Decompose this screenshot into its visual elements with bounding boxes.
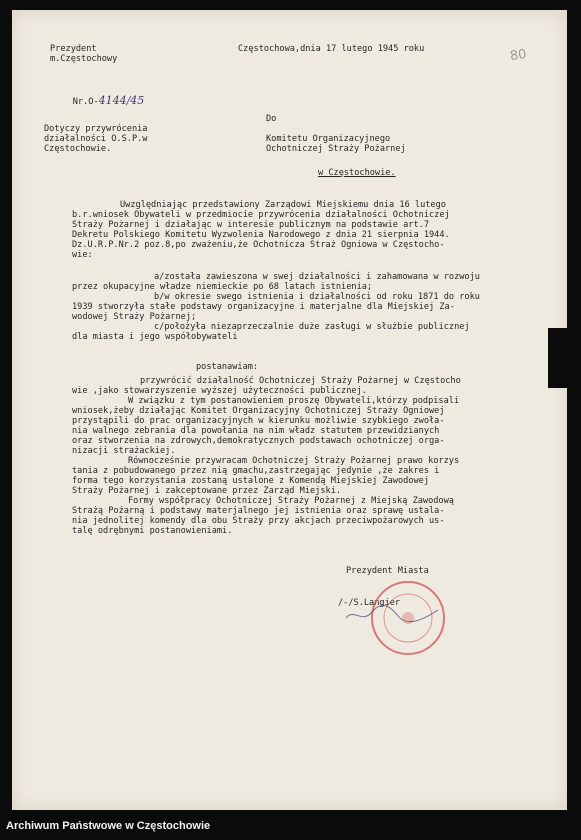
sender-line: m.Częstochowy	[50, 54, 118, 64]
text-line: Formy współpracy Ochotniczej Straży Pożarnej z Miejską Zawodową	[128, 496, 454, 506]
signature-title: Prezydent Miasta	[346, 566, 429, 576]
text-line: wniosek,żeby działając Komitet Organizacyjny Ochotniczej Straży Ogniowej	[72, 406, 445, 416]
reference-prefix: Nr.O-	[72, 97, 99, 107]
text-line: przez okupacyjne władze niemieckie po 68 latach istnienia;	[72, 282, 373, 292]
text-line: Dekretu Polskiego Komitetu Wyzwolenia Narodowego z dnia 21 sierpnia 1944.	[72, 230, 450, 240]
text-line: Straży Pożarnej i zakceptowane przez Zarząd Miejski.	[72, 486, 342, 496]
points-list	[72, 272, 480, 342]
text-line: talę odrębnymi postanowieniami.	[72, 526, 233, 536]
text-line: Straży Pożarnej i działając w interesie publicznym na podstawie art.7	[72, 220, 429, 230]
subject-line: działalności O.S.P.w	[44, 134, 148, 144]
recipient-city: w Częstochowie.	[318, 168, 396, 178]
reference-number	[52, 86, 144, 117]
archive-footer-bar	[0, 812, 581, 840]
text-line: 1939 stworzyła stałe podstawy organizacyjne i materjalne dla Miejskiej Za-	[72, 302, 455, 312]
subject-block	[44, 124, 147, 154]
archive-name: Archiwum Państwowe w Częstochowie	[6, 820, 211, 832]
decision-heading: postanawiam:	[196, 362, 259, 372]
intro-paragraph	[72, 200, 450, 260]
sender-line: Prezydent	[50, 44, 97, 54]
text-line: przystąpili do prac organizacyjnych w kierunku możliwie szybkiego zwoła-	[72, 416, 445, 426]
text-line: forma tego korzystania zostaną ustalone z Komendą Miejskiej Zawodowej	[72, 476, 429, 486]
text-line: oraz stworzenia na zdrowych,demokratycznych podstawach ochotniczej orga-	[72, 436, 445, 446]
text-line: c/położyła niezaprzeczalnie duże zasługi w służbie publicznej	[154, 322, 470, 332]
sender-block	[50, 44, 117, 64]
signature-scribble	[342, 602, 442, 626]
text-line: nizacji strażackiej.	[72, 446, 176, 456]
text-line: b.r.wniosek Obywateli w przedmiocie przywrócenia działalności Ochotniczej	[72, 210, 450, 220]
recipient-block	[266, 134, 406, 154]
text-line: przywrócić działalność Ochotniczej Straży Pożarnej w Częstocho	[140, 376, 461, 386]
text-line: nia jednolitej komendy dla obu Straży przy akcjach przeciwpożarowych us-	[72, 516, 445, 526]
decision-paragraph	[72, 376, 461, 536]
text-line: wie:	[72, 250, 93, 260]
text-line: Strażą Pożarną i podstawy materjalnego jej istnienia oraz sprawę ustala-	[72, 506, 445, 516]
text-line: wodowej Straży Pożarnej;	[72, 312, 197, 322]
recipient-do: Do	[266, 114, 277, 124]
text-line: dla miasta i jego współobywateli	[72, 332, 238, 342]
text-line: Uwzględniając przedstawiony Zarządowi Miejskiemu dnia 16 lutego	[120, 200, 446, 210]
text-line: W związku z tym postanowieniem proszę Obywateli,którzy podpisali	[128, 396, 460, 406]
torn-edge	[548, 328, 568, 388]
subject-line: Częstochowie.	[44, 144, 112, 154]
recipient-line: Komitetu Organizacyjnego	[266, 134, 391, 144]
subject-line: Dotyczy przywrócenia	[44, 124, 148, 134]
text-line: Równocześnie przywracam Ochotniczej Straży Pożarnej prawo korzys	[128, 456, 460, 466]
reference-handwritten: 4144/45	[98, 94, 145, 107]
text-line: Dz.U.R.P.Nr.2 poz.8,po zważeniu,że Ochotnicza Straż Ogniowa w Częstocho-	[72, 240, 445, 250]
place-date: Częstochowa,dnia 17 lutego 1945 roku	[238, 44, 425, 54]
recipient-line: Ochotniczej Straży Pożarnej	[266, 144, 406, 154]
document-page	[12, 10, 567, 810]
text-line: b/w okresie swego istnienia i działalności od roku 1871 do roku	[154, 292, 480, 302]
text-line: tania z pobudowanego przez nią gmachu,zastrzegając jedynie ,że zakres i	[72, 466, 440, 476]
text-line: nia walnego zebrania dla powołania na nim władz statutem przewidzianych	[72, 426, 440, 436]
text-line: wie ,jako stowarzyszenie wyższej użyteczności publicznej.	[72, 386, 367, 396]
pencil-page-mark: 80	[509, 46, 528, 65]
signature-name: /-/S.Langier	[338, 598, 401, 608]
text-line: a/została zawieszona w swej działalności i zahamowana w rozwoju	[154, 272, 480, 282]
